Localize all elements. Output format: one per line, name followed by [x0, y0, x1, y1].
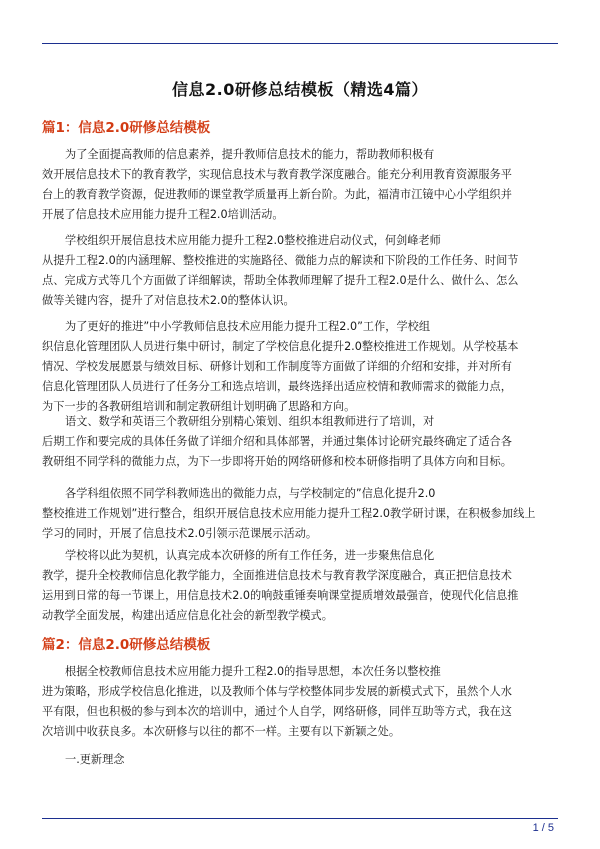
text-line: 学习的同时，开展了信息技术2.0引领示范课展示活动。	[42, 527, 318, 540]
text-line: 次培训中收获良多。本次研修与以往的都不一样。主要有以下新颖之处。	[42, 725, 401, 738]
paragraph	[42, 145, 558, 225]
header-rule	[42, 43, 558, 44]
text-line: 从提升工程2.0的内涵理解、整校推进的实施路径、微能力点的解读和下阶段的工作任务、时间节	[42, 254, 519, 267]
paragraph	[42, 662, 558, 742]
section-heading-2: 篇2：信息2.0研修总结模板	[42, 637, 211, 653]
document-title: 信息2.0研修总结模板（精选4篇）	[172, 80, 428, 99]
paragraph	[42, 412, 558, 472]
text-line: 开展了信息技术应用能力提升工程2.0培训活动。	[42, 208, 284, 221]
paragraph	[42, 231, 558, 311]
text-line: 为下一步的各教研组培训和制定教研组计划明确了思路和方向。	[42, 400, 356, 413]
text-line: 平有限，但也积极的参与到本次的培训中，通过个人自学，网络研修，同伴互助等方式，我在这	[42, 705, 512, 718]
text-line: 织信息化管理团队人员进行集中研讨，制定了学校信息化提升2.0整校推进工作规划。从学校基本	[42, 340, 519, 353]
text-line: 后期工作和要完成的具体任务做了详细介绍和具体部署，并通过集体讨论研究最终确定了适合各	[42, 435, 512, 448]
text-line: 效开展信息技术下的教育教学，实现信息技术与教育教学深度融合。能充分利用教育资源服务平	[42, 168, 512, 181]
text-line: 教学，提升全校教师信息化教学能力，全面推进信息技术与教育教学深度融合，真正把信息技术	[42, 569, 512, 582]
text-line: 整校推进工作规划”进行整合，组织开展信息技术应用能力提升工程2.0教学研讨课，在积极参加线上	[42, 507, 536, 520]
text-line: 根据全校教师信息技术应用能力提升工程2.0的指导思想，本次任务以整校推	[65, 665, 441, 678]
paragraph	[42, 484, 558, 544]
paragraph	[42, 546, 558, 626]
text-line: 学校将以此为契机，认真完成本次研修的所有工作任务，进一步聚焦信息化	[65, 549, 435, 562]
text-line: 进为策略，形成学校信息化推进，以及教师个体与学校整体同步发展的新模式式下，虽然个人水	[42, 685, 512, 698]
text-line: 各学科组依照不同学科教师选出的微能力点，与学校制定的”信息化提升2.0	[65, 487, 436, 500]
text-line: 点、完成方式等几个方面做了详细解读，帮助全体教师理解了提升工程2.0是什么、做什么、怎么	[42, 274, 519, 287]
text-line: 情况、学校发展愿景与绩效目标、研修计划和工作制度等方面做了详细的介绍和安排，并对所有	[42, 360, 512, 373]
page-indicator: 1 / 5	[532, 822, 554, 834]
text-line: 语文、数学和英语三个教研组分别精心策划、组织本组教师进行了培训，对	[65, 415, 435, 428]
paragraph	[42, 317, 558, 417]
section-heading-1: 篇1：信息2.0研修总结模板	[42, 120, 211, 136]
text-line: 动教学全面发展，构建出适应信息化社会的新型教学模式。	[42, 609, 333, 622]
text-line: 教研组不同学科的微能力点，为下一步即将开始的网络研修和校本研修指明了具体方向和目标。	[42, 455, 512, 468]
subheading-line: 一.更新理念	[65, 753, 125, 766]
text-line: 为了更好的推进”中小学教师信息技术应用能力提升工程2.0”工作，学校组	[65, 320, 431, 333]
text-line: 运用到日常的每一节课上，用信息技术2.0的响鼓重锤奏响课堂提质增效最强音，使现代化信息推	[42, 589, 519, 602]
text-line: 学校组织开展信息技术应用能力提升工程2.0整校推进启动仪式，何剑峰老师	[65, 234, 441, 247]
paragraph	[42, 750, 558, 770]
text-line: 为了全面提高教师的信息素养，提升教师信息技术的能力，帮助教师积极有	[65, 148, 435, 161]
text-line: 信息化管理团队人员进行了任务分工和选点培训，最终选择出适应校情和教师需求的微能力点，	[42, 380, 512, 393]
footer-rule	[42, 818, 558, 819]
text-line: 台上的教育教学资源，促进教师的课堂教学质量再上新台阶。为此，福清市江镜中心小学组织并	[42, 188, 512, 201]
text-line: 做等关键内容，提升了对信息技术2.0的整体认识。	[42, 294, 295, 307]
